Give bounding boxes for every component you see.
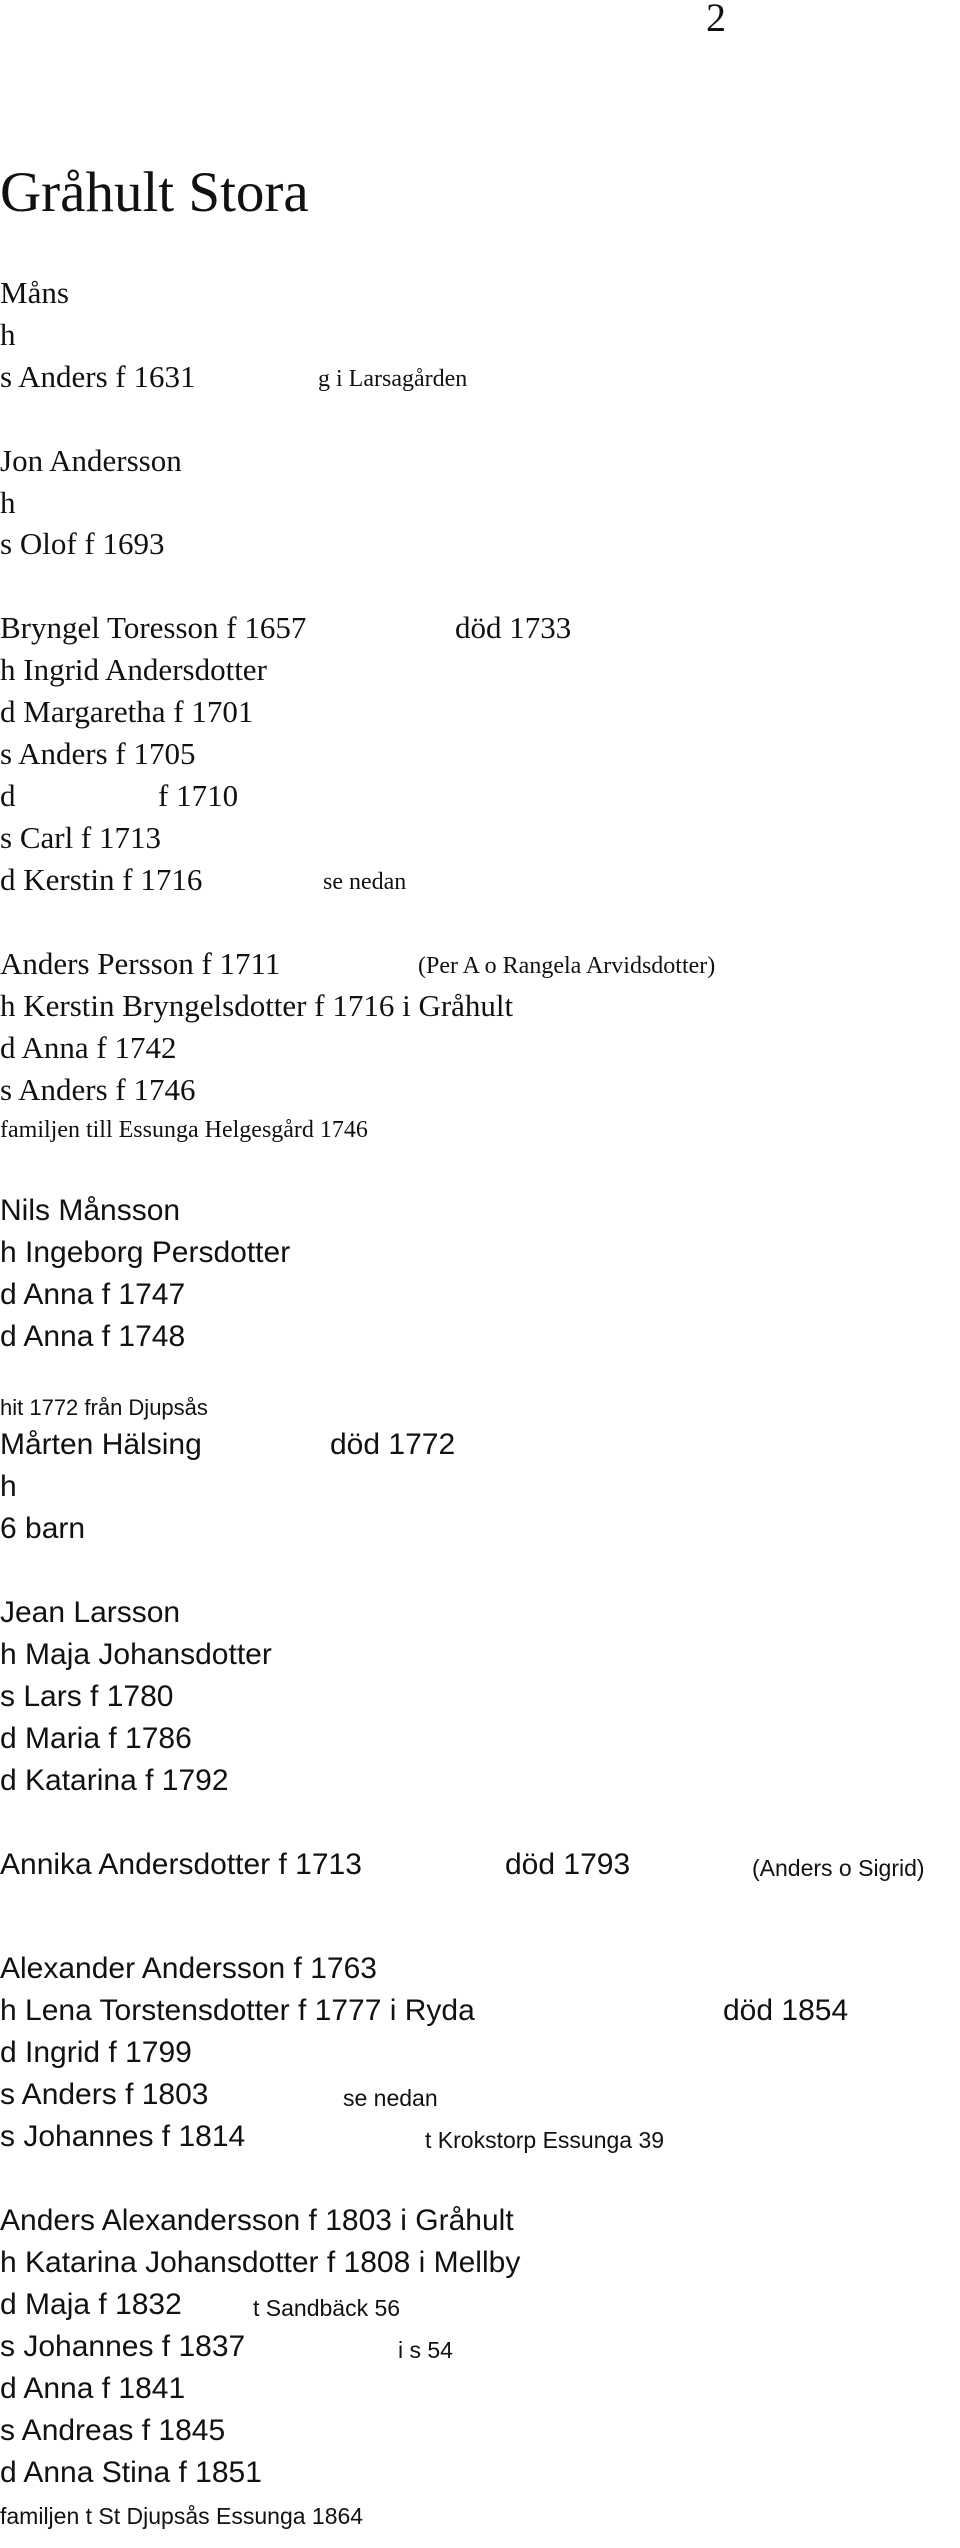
entry-line: h Ingeborg Persdotter (0, 1236, 291, 1269)
entry-died: död 1793 (505, 1848, 631, 1881)
entry-line: s Anders f 1803 (0, 2078, 209, 2111)
entry-line: Alexander Andersson f 1763 (0, 1952, 377, 1985)
entry-note: i s 54 (398, 2337, 453, 2363)
entry-line: s Anders f 1746 (0, 1072, 196, 1107)
page-title: Gråhult Stora (0, 161, 309, 224)
entry-line: d Margaretha f 1701 (0, 694, 254, 729)
entry-line: familjen t St Djupsås Essunga 1864 (0, 2503, 364, 2529)
entry-line: Mårten Hälsing (0, 1428, 202, 1461)
entry-line: Bryngel Toresson f 1657 (0, 610, 307, 645)
entry-died: död 1733 (455, 610, 572, 645)
entry-line: Måns (0, 275, 69, 310)
entry-line: s Lars f 1780 (0, 1680, 174, 1713)
entry-birth: f 1710 (158, 778, 239, 813)
entry-line: d (0, 778, 16, 813)
entry-parents: (Per A o Rangela Arvidsdotter) (418, 953, 716, 979)
entry-line: h Ingrid Andersdotter (0, 652, 267, 687)
entry-line: Jon Andersson (0, 443, 182, 478)
entry-line: h (0, 317, 16, 352)
entry-line: s Johannes f 1814 (0, 2120, 246, 2153)
entry-line: Jean Larsson (0, 1596, 181, 1629)
entry-line: s Carl f 1713 (0, 820, 162, 855)
entry-line: Nils Månsson (0, 1194, 181, 1227)
entry-line: d Katarina f 1792 (0, 1764, 229, 1797)
entry-line: d Ingrid f 1799 (0, 2036, 192, 2069)
entry-line: Anders Alexandersson f 1803 i Gråhult (0, 2204, 514, 2237)
entry-line: s Anders f 1631 (0, 359, 196, 394)
entry-note: g i Larsagården (318, 366, 468, 392)
entry-line: Anders Persson f 1711 (0, 946, 281, 981)
entry-line: h (0, 1470, 17, 1503)
entry-line: d Anna Stina f 1851 (0, 2456, 262, 2489)
entry-line: d Kerstin f 1716 (0, 862, 203, 897)
entry-note: t Krokstorp Essunga 39 (425, 2127, 665, 2153)
entry-note: t Sandbäck 56 (253, 2295, 401, 2321)
entry-line: 6 barn (0, 1512, 86, 1545)
page-number: 2 (706, 0, 726, 40)
entry-line: familjen till Essunga Helgesgård 1746 (0, 1117, 368, 1143)
entry-line: d Anna f 1841 (0, 2372, 186, 2405)
entry-line: h (0, 485, 16, 520)
entry-line: d Anna f 1748 (0, 1320, 186, 1353)
entry-died: död 1854 (723, 1994, 849, 2027)
entry-line: s Johannes f 1837 (0, 2330, 246, 2363)
entry-line: h Lena Torstensdotter f 1777 i Ryda (0, 1994, 475, 2027)
entry-line: h Katarina Johansdotter f 1808 i Mellby (0, 2246, 521, 2279)
entry-line: s Andreas f 1845 (0, 2414, 226, 2447)
entry-line: hit 1772 från Djupsås (0, 1395, 208, 1420)
entry-line: h Kerstin Bryngelsdotter f 1716 i Gråhult (0, 988, 514, 1023)
entry-line: s Olof f 1693 (0, 526, 165, 561)
entry-line: s Anders f 1705 (0, 736, 196, 771)
entry-note: se nedan (343, 2085, 438, 2111)
entry-line: d Maja f 1832 (0, 2288, 182, 2321)
entry-line: d Anna f 1742 (0, 1030, 177, 1065)
entry-line: d Maria f 1786 (0, 1722, 192, 1755)
entry-line: Annika Andersdotter f 1713 (0, 1848, 362, 1881)
entry-parents: (Anders o Sigrid) (752, 1855, 925, 1881)
entry-line: h Maja Johansdotter (0, 1638, 272, 1671)
entry-died: död 1772 (330, 1428, 456, 1461)
entry-note: se nedan (323, 869, 407, 895)
entry-line: d Anna f 1747 (0, 1278, 186, 1311)
